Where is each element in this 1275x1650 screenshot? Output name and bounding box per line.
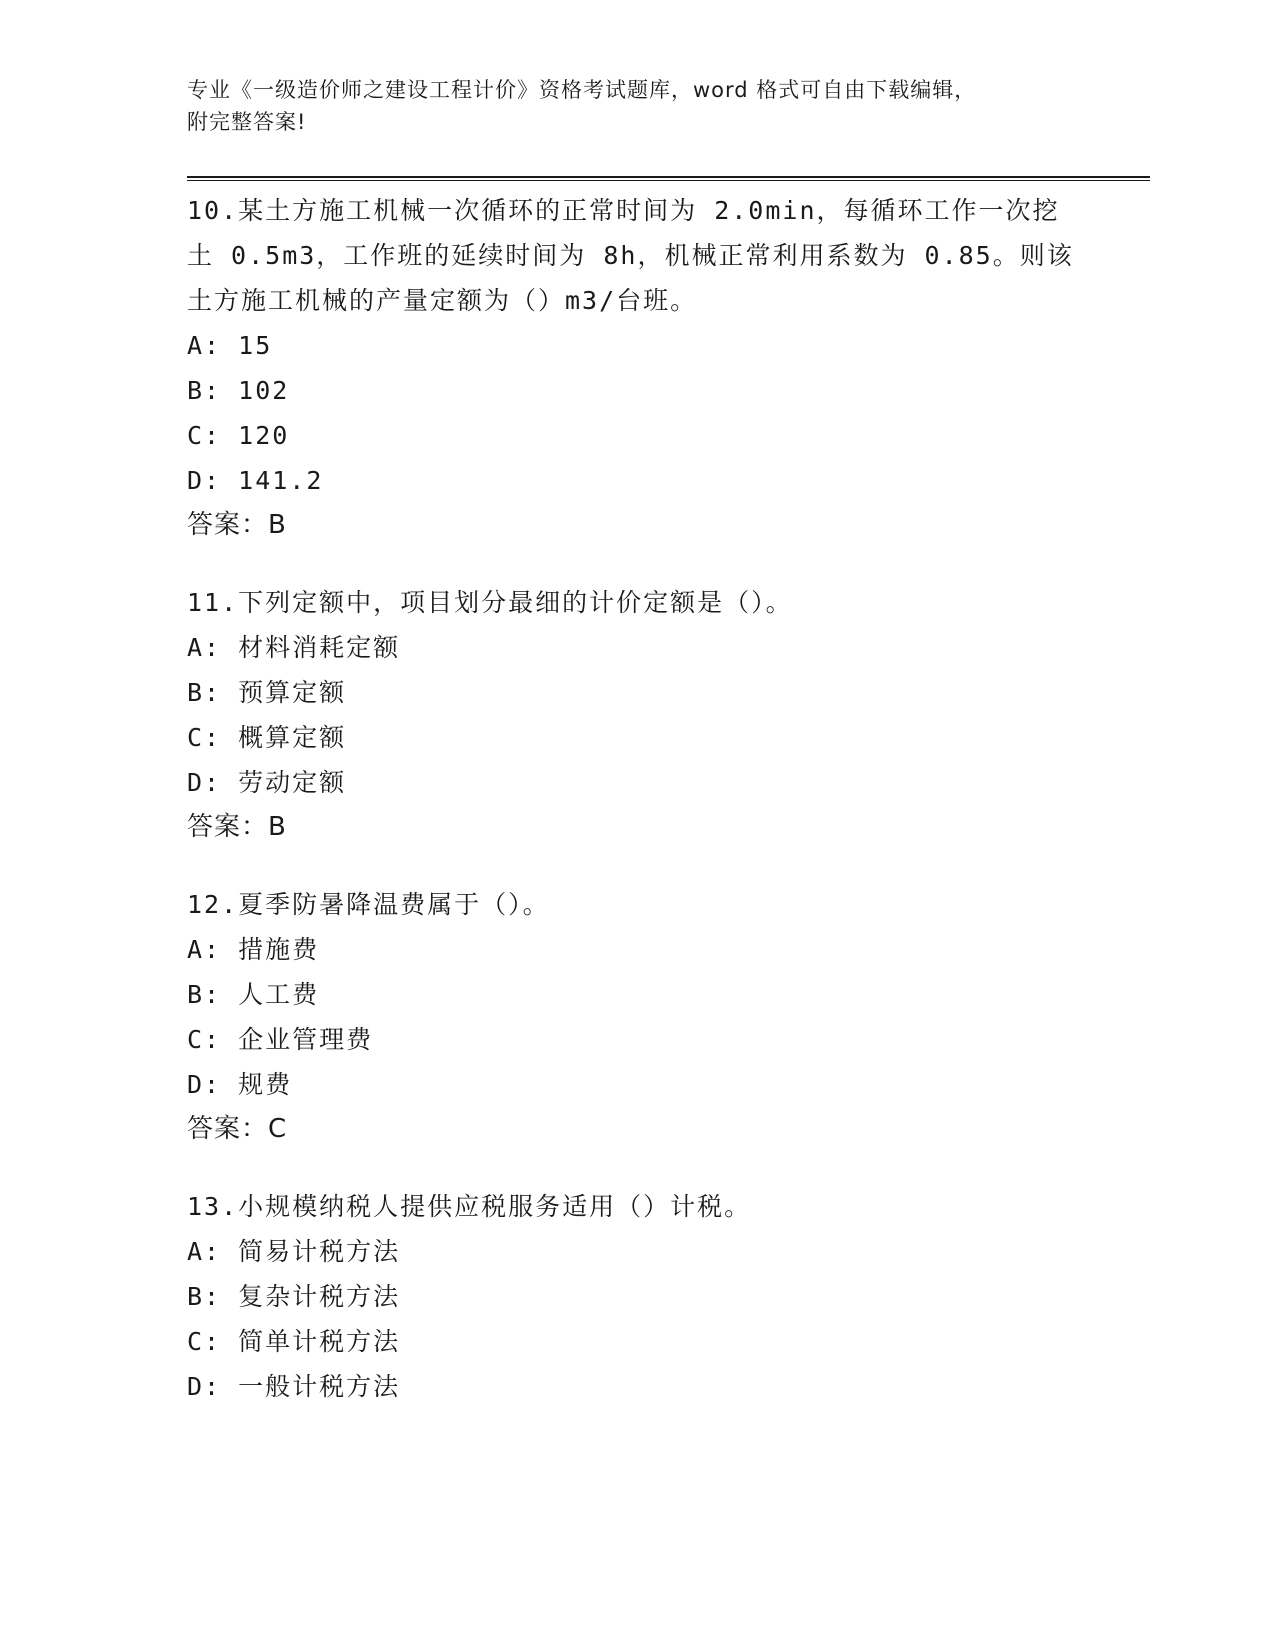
question-list [187,188,1087,1441]
question-11 [187,580,1087,850]
option-a: A: 15 [187,331,273,360]
question-stem-line: 13.小规模纳税人提供应税服务适用（）计税。 [187,1192,752,1221]
question-stem-line: 12.夏季防暑降温费属于（）。 [187,890,550,919]
answer-line: 答案：B [187,812,287,842]
option-c: C: 简单计税方法 [187,1327,401,1356]
option-a: A: 措施费 [187,935,320,964]
answer-line: 答案：C [187,1114,288,1144]
option-d: D: 一般计税方法 [187,1372,401,1401]
option-c: C: 120 [187,421,290,450]
option-d: D: 规费 [187,1070,293,1099]
header-line-2: 附完整答案! [187,110,307,134]
question-10 [187,188,1087,548]
option-b: B: 复杂计税方法 [187,1282,401,1311]
header-divider [187,176,1150,181]
option-a: A: 材料消耗定额 [187,633,401,662]
document-header [187,74,1087,138]
option-d: D: 劳动定额 [187,768,347,797]
option-b: B: 102 [187,376,290,405]
question-stem-line: 10.某土方施工机械一次循环的正常时间为 2.0min，每循环工作一次挖 [187,196,1060,225]
document-page [187,0,1147,1650]
option-c: C: 企业管理费 [187,1025,374,1054]
answer-line: 答案：B [187,510,287,540]
question-12 [187,882,1087,1152]
option-d: D: 141.2 [187,466,324,495]
question-stem-line: 11.下列定额中，项目划分最细的计价定额是（）。 [187,588,793,617]
option-a: A: 简易计税方法 [187,1237,401,1266]
option-b: B: 人工费 [187,980,320,1009]
question-stem-line: 土方施工机械的产量定额为（）m3/台班。 [187,286,698,315]
option-b: B: 预算定额 [187,678,347,707]
header-line-1: 专业《一级造价师之建设工程计价》资格考试题库，word 格式可自由下载编辑， [187,78,977,102]
question-13 [187,1184,1087,1409]
option-c: C: 概算定额 [187,723,347,752]
question-stem-line: 土 0.5m3，工作班的延续时间为 8h，机械正常利用系数为 0.85。则该 [187,241,1074,270]
